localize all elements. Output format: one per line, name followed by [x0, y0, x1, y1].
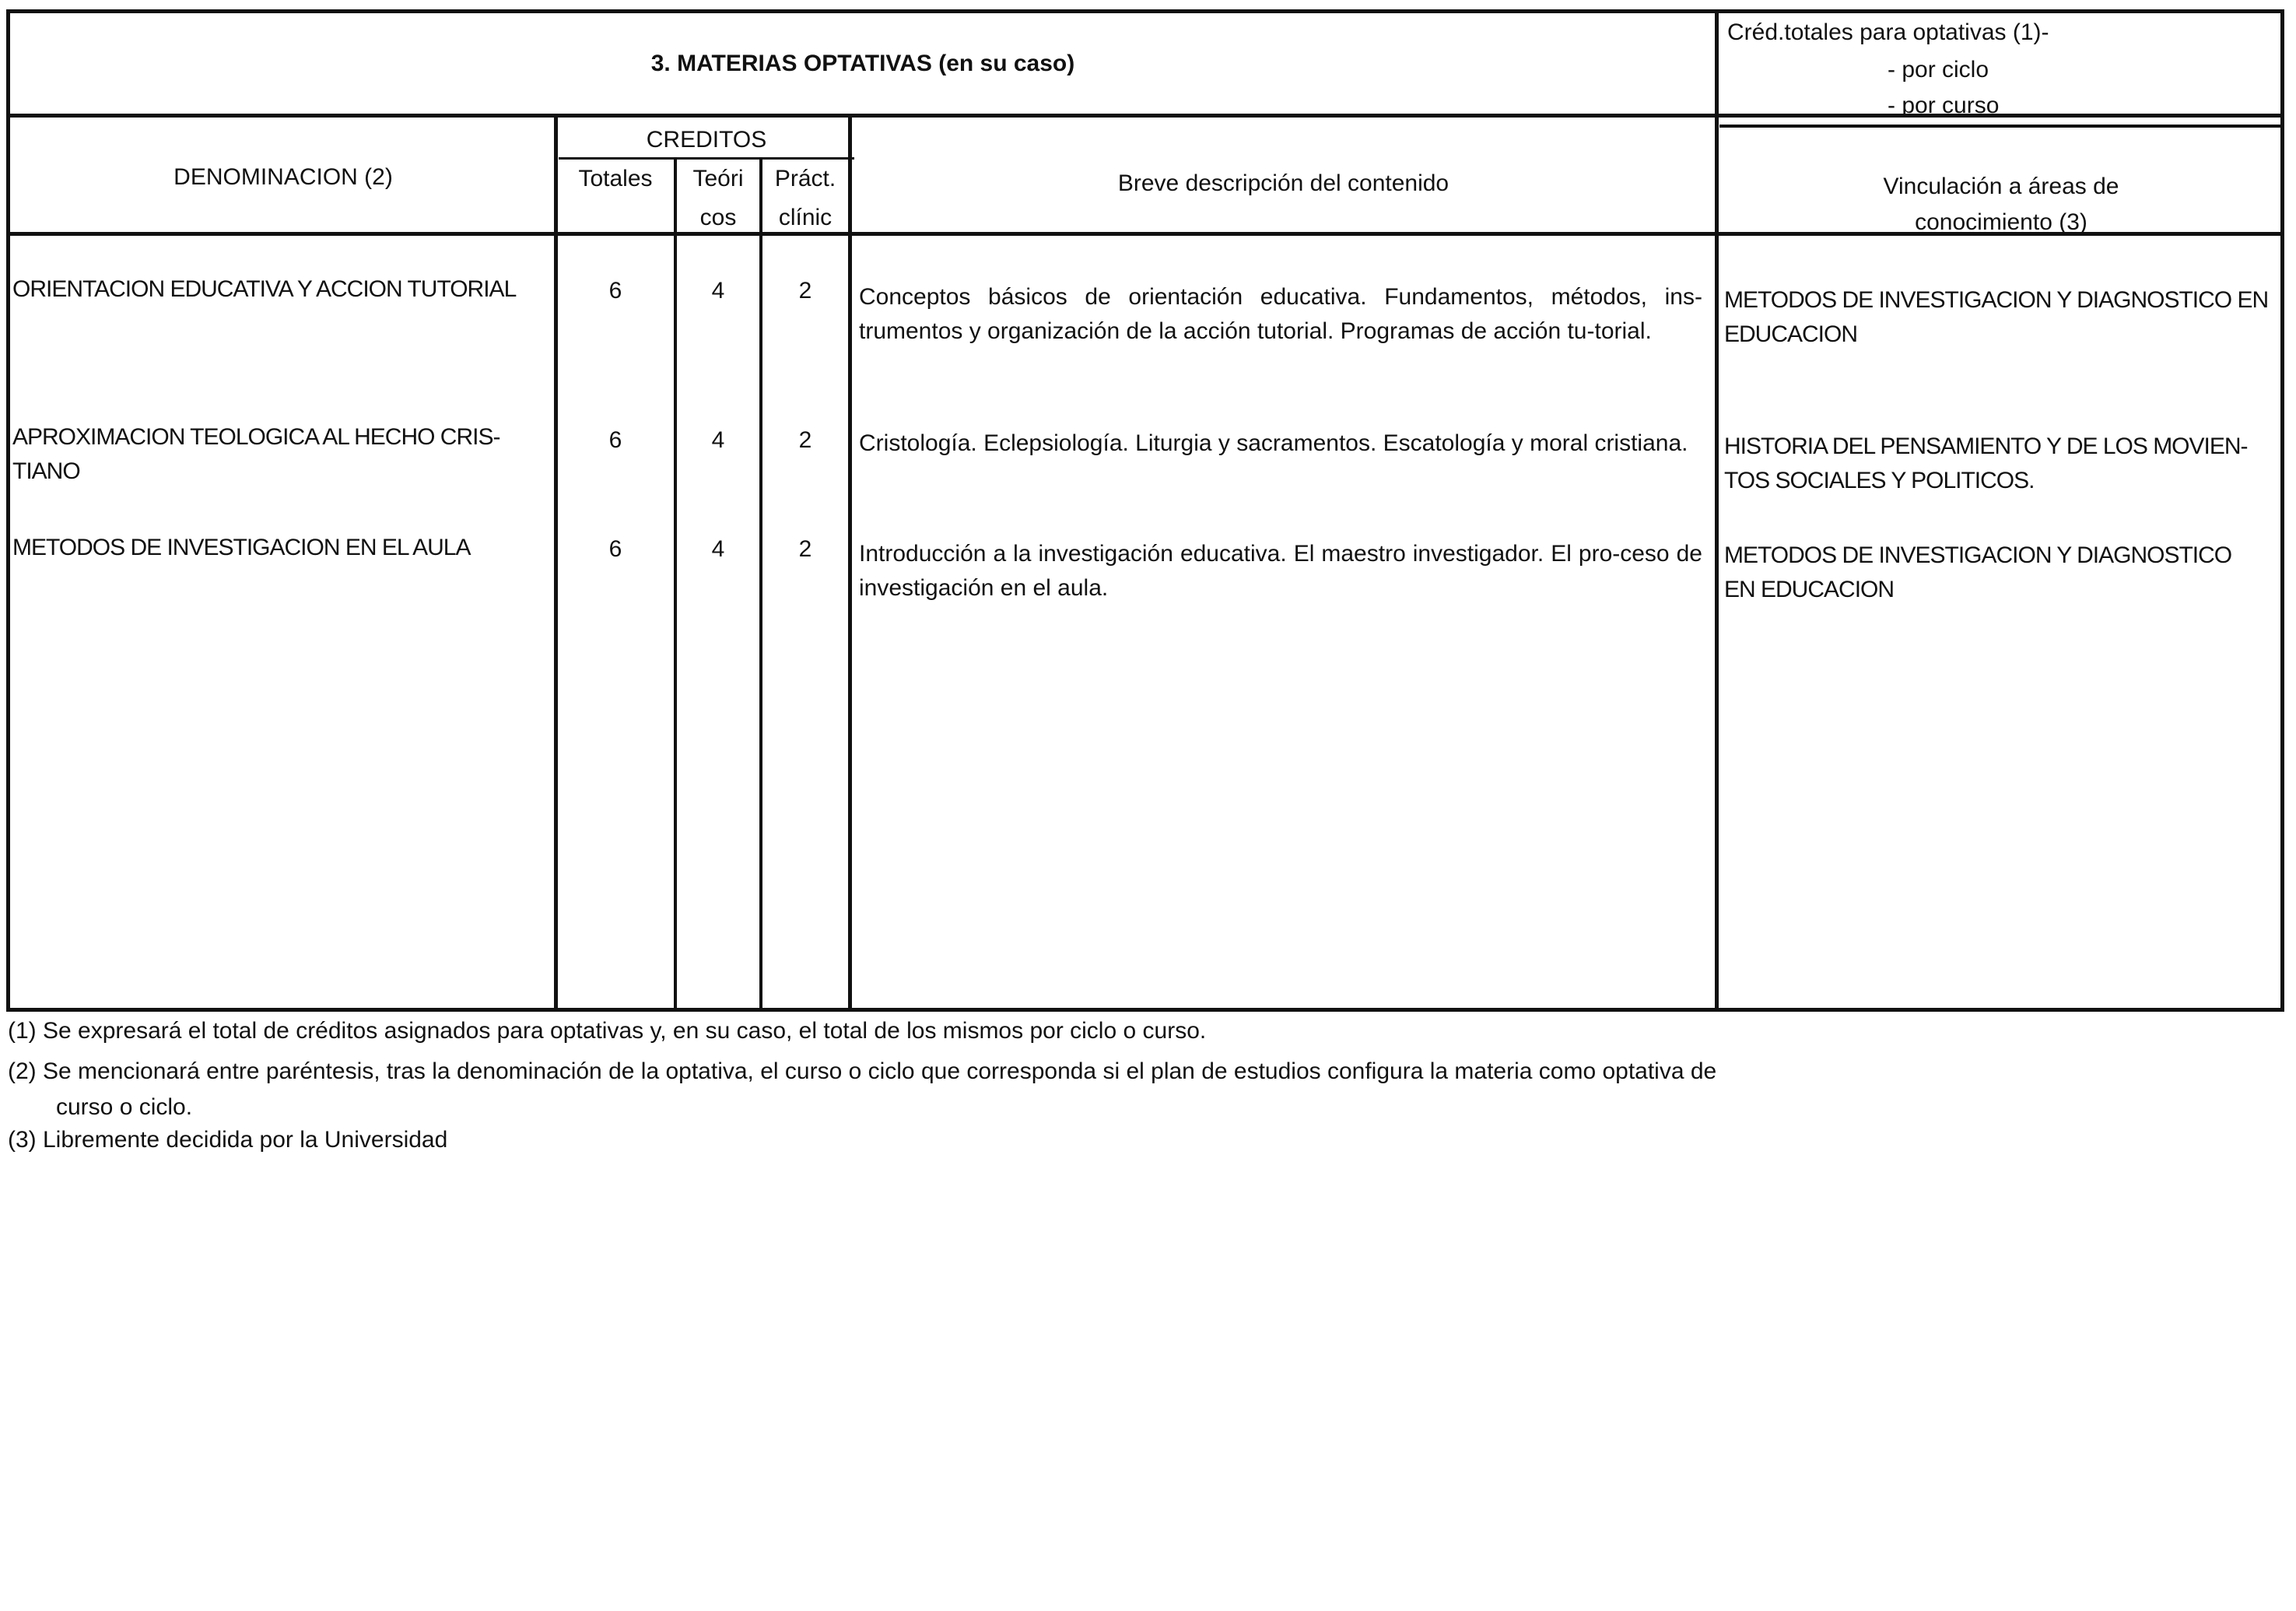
vinculacion-header-divider: [1719, 125, 2284, 128]
teoricos-header-b: cos: [699, 205, 737, 230]
row3-descripcion: Introducción a la investigación educativa. El maestro investigador. El pro-ceso de investigación en el aula.: [859, 541, 1702, 601]
practicos-header-b: clínic: [778, 205, 833, 230]
row2-teoricos: 4: [711, 427, 725, 453]
row2-practicos: 2: [798, 427, 812, 453]
row3-totales: 6: [608, 536, 622, 562]
row3-teoricos: 4: [711, 536, 725, 562]
creditos-divider: [559, 157, 854, 160]
footnote-3: (3) Libremente decidida por la Universidad: [8, 1127, 448, 1153]
row1-totales: 6: [608, 278, 622, 304]
totales-header: Totales: [578, 166, 653, 191]
row2-totales: 6: [608, 427, 622, 453]
row2-denominacion: APROXIMACION TEOLOGICA AL HECHO CRIS-TIANO: [12, 424, 500, 484]
denominacion-header: DENOMINACION (2): [174, 164, 393, 190]
footnote-2: (2) Se mencionará entre paréntesis, tras la denominación de la optativa, el curso o ciclo que corresponda si el plan de estudios configura la materia como optativa de curso o ciclo.: [8, 1058, 1717, 1120]
descripcion-header: Breve descripción del contenido: [1117, 170, 1449, 196]
row1-denominacion: ORIENTACION EDUCATIVA Y ACCION TUTORIAL: [12, 276, 517, 302]
row2-descripcion: Cristología. Eclepsiología. Liturgia y sacramentos. Escatología y moral cristiana.: [859, 430, 1688, 456]
vinculacion-header-b: conocimiento (3): [1915, 209, 2087, 235]
row1-teoricos: 4: [711, 278, 725, 304]
row1-vinculacion: METODOS DE INVESTIGACION Y DIAGNOSTICO EN EDUCACION: [1724, 287, 2269, 347]
teoricos-header-a: Teóri: [692, 166, 744, 191]
table-title: 3. MATERIAS OPTATIVAS (en su caso): [650, 51, 1075, 76]
row3-denominacion: METODOS DE INVESTIGACION EN EL AULA: [12, 535, 471, 560]
practicos-header-a: Práct.: [774, 166, 836, 191]
row1-descripcion: Conceptos básicos de orientación educativa. Fundamentos, métodos, ins-trumentos y organización de la acción tutorial. Programas de acción tu-torial.: [859, 284, 1702, 344]
row3-practicos: 2: [798, 536, 812, 562]
por-ciclo-label: - por ciclo: [1888, 57, 1989, 82]
col-divider-5: [1715, 9, 1719, 1012]
col-divider-4: [848, 117, 852, 1012]
footnote-1: (1) Se expresará el total de créditos asignados para optativas y, en su caso, el total de los mismos por ciclo o curso.: [8, 1018, 1207, 1044]
credits-totales-label: Créd.totales para optativas (1)-: [1727, 19, 2049, 45]
row1-practicos: 2: [798, 278, 812, 304]
creditos-header: CREDITOS: [646, 127, 767, 153]
vinculacion-header-a: Vinculación a áreas de: [1883, 174, 2119, 199]
por-curso-label: - por curso: [1888, 93, 2000, 118]
row2-vinculacion: HISTORIA DEL PENSAMIENTO Y DE LOS MOVIEN-TOS SOCIALES Y POLITICOS.: [1724, 433, 2248, 493]
row3-vinculacion: METODOS DE INVESTIGACION Y DIAGNOSTICO EN EDUCACION: [1724, 542, 2232, 602]
